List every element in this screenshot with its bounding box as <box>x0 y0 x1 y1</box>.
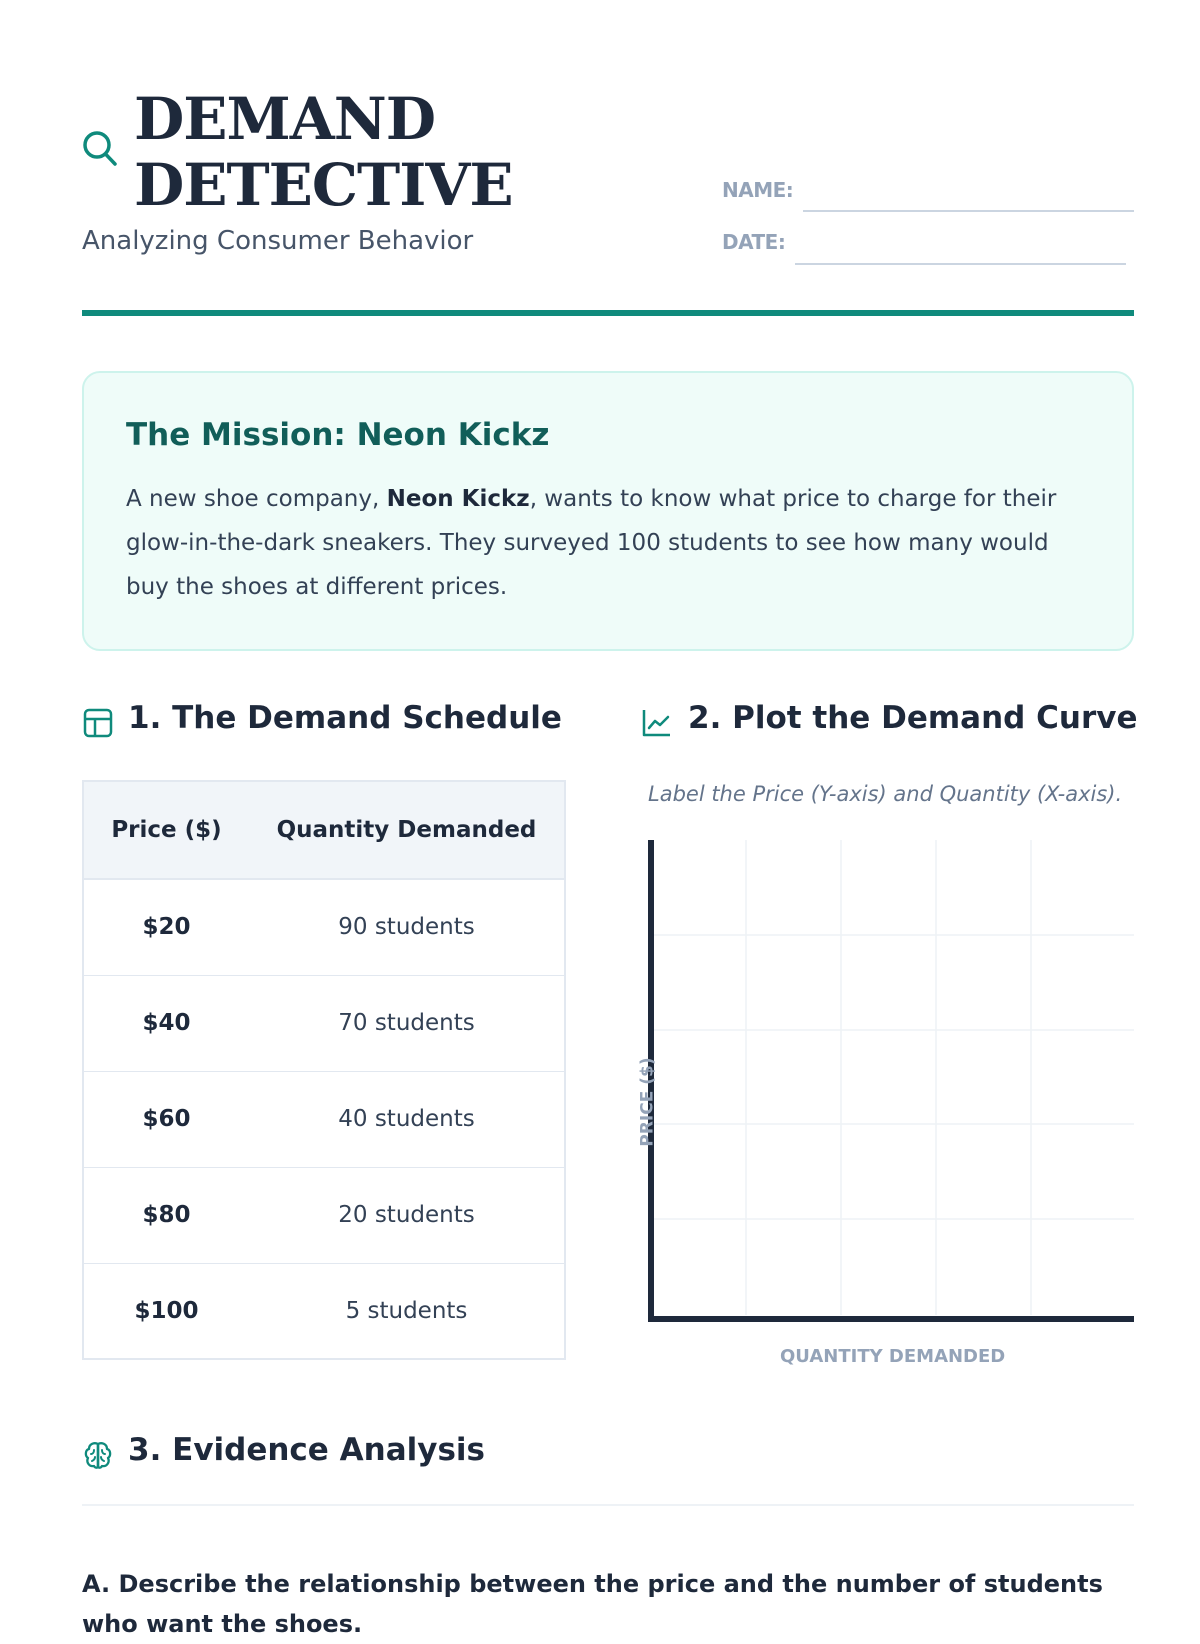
date-field[interactable] <box>795 263 1126 265</box>
line-chart-icon <box>640 707 672 739</box>
price-cell: $100 <box>83 1263 249 1359</box>
analysis-divider <box>82 1504 1134 1506</box>
quantity-cell: 90 students <box>249 879 565 975</box>
table-row <box>83 1167 565 1263</box>
worksheet-header <box>82 86 1134 318</box>
table-row <box>83 879 565 975</box>
quantity-column-header: Quantity Demanded <box>249 781 565 879</box>
graph-instruction: Label the Price (Y-axis) and Quantity (X-axis). <box>648 782 1123 806</box>
schedule-heading: 1. The Demand Schedule <box>128 700 562 736</box>
header-divider <box>82 310 1134 316</box>
quantity-cell: 40 students <box>249 1071 565 1167</box>
table-icon <box>82 707 114 739</box>
analysis-heading: 3. Evidence Analysis <box>128 1432 485 1468</box>
mission-text-end: , wants to know what price to charge for their glow-in-the-dark sneakers. They surveyed 100 students to see how many would buy the shoes at different prices. <box>126 486 1057 600</box>
price-cell: $60 <box>83 1071 249 1167</box>
demand-schedule-table <box>82 780 566 1360</box>
table-header-row <box>83 781 565 879</box>
title-line-2: DETECTIVE <box>134 151 513 219</box>
x-axis-label: QUANTITY DEMANDED <box>780 1346 1006 1367</box>
magnifier-icon <box>82 130 118 168</box>
page-subtitle: Analyzing Consumer Behavior <box>82 226 474 256</box>
blank-graph-grid[interactable] <box>648 840 1134 1326</box>
question-a: A. Describe the relationship between the price and the number of students who want the shoes. <box>82 1570 1103 1638</box>
mission-text <box>126 477 1096 609</box>
date-label: DATE: <box>722 230 786 254</box>
price-cell: $80 <box>83 1167 249 1263</box>
quantity-cell: 70 students <box>249 975 565 1071</box>
mission-company: Neon Kickz <box>386 486 530 512</box>
quantity-cell: 5 students <box>249 1263 565 1359</box>
table-row <box>83 975 565 1071</box>
mission-text-start: A new shoe company, <box>126 486 387 512</box>
page-title <box>134 86 513 218</box>
name-label: NAME: <box>722 178 794 202</box>
name-field[interactable] <box>803 210 1134 212</box>
brain-icon <box>82 1439 114 1471</box>
mission-card <box>82 371 1134 651</box>
price-column-header: Price ($) <box>83 781 249 879</box>
mission-title: The Mission: Neon Kickz <box>126 417 550 453</box>
title-line-1: DEMAND <box>134 85 436 153</box>
quantity-cell: 20 students <box>249 1167 565 1263</box>
price-cell: $40 <box>83 975 249 1071</box>
curve-heading: 2. Plot the Demand Curve <box>688 700 1138 736</box>
price-cell: $20 <box>83 879 249 975</box>
table-row <box>83 1263 565 1359</box>
table-row <box>83 1071 565 1167</box>
y-axis-label: PRICE ($) <box>637 1057 658 1147</box>
